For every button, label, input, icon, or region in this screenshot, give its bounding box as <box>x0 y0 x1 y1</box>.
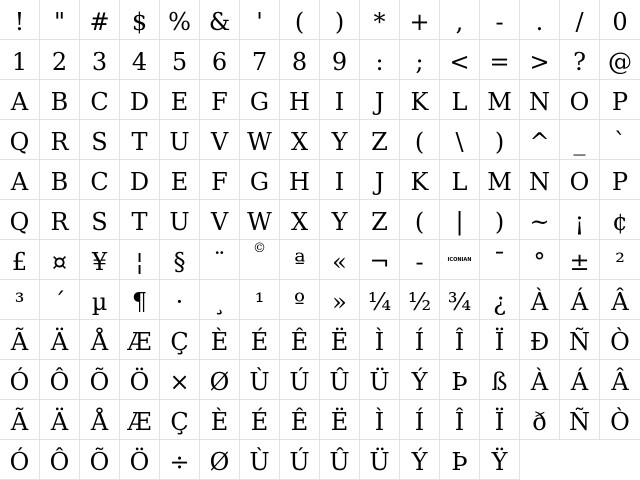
glyph-cell[interactable]: H <box>280 80 320 120</box>
glyph-cell[interactable]: Û <box>320 360 360 400</box>
glyph-cell[interactable]: Ï <box>480 400 520 440</box>
glyph-cell[interactable]: ¢ <box>600 200 640 240</box>
glyph-cell[interactable]: X <box>280 200 320 240</box>
glyph-cell[interactable]: » <box>320 280 360 320</box>
glyph-cell[interactable]: Ï <box>480 320 520 360</box>
glyph-cell[interactable]: ¿ <box>480 280 520 320</box>
charmap-row <box>0 320 640 360</box>
glyph-cell[interactable]: U <box>160 200 200 240</box>
glyph-cell[interactable]: S <box>80 200 120 240</box>
glyph-cell[interactable]: Q <box>0 120 40 160</box>
glyph-cell[interactable]: ( <box>280 0 320 40</box>
glyph-cell[interactable]: Ü <box>360 360 400 400</box>
glyph-cell[interactable]: \ <box>440 120 480 160</box>
glyph-cell[interactable]: É <box>240 320 280 360</box>
glyph-cell[interactable]: ` <box>600 120 640 160</box>
glyph-cell[interactable]: ¦ <box>120 240 160 280</box>
glyph-cell[interactable]: < <box>440 40 480 80</box>
brand-glyph-cell[interactable]: ICONIAN <box>440 240 480 280</box>
glyph-cell[interactable]: Á <box>560 360 600 400</box>
glyph-cell[interactable]: . <box>520 0 560 40</box>
glyph-cell[interactable]: ¬ <box>360 240 400 280</box>
glyph-cell[interactable]: ) <box>480 120 520 160</box>
charmap-row <box>0 360 640 400</box>
glyph-cell[interactable]: È <box>200 320 240 360</box>
glyph-cell[interactable]: Z <box>360 200 400 240</box>
glyph-cell[interactable]: ´ <box>40 280 80 320</box>
glyph-cell[interactable]: 2 <box>40 40 80 80</box>
glyph-cell[interactable]: ³ <box>0 280 40 320</box>
glyph-cell[interactable]: N <box>520 160 560 200</box>
glyph-cell[interactable]: $ <box>120 0 160 40</box>
glyph-cell[interactable]: R <box>40 120 80 160</box>
glyph-cell[interactable]: Ø <box>200 360 240 400</box>
glyph-cell[interactable]: J <box>360 80 400 120</box>
glyph-cell[interactable]: Ç <box>160 400 200 440</box>
glyph-cell[interactable]: _ <box>560 120 600 160</box>
glyph-cell[interactable]: Þ <box>440 440 480 480</box>
glyph-cell[interactable]: # <box>80 0 120 40</box>
glyph-cell[interactable]: ° <box>520 240 560 280</box>
glyph-cell[interactable]: Í <box>400 320 440 360</box>
glyph-cell[interactable]: º <box>280 280 320 320</box>
glyph-cell[interactable]: Á <box>560 280 600 320</box>
glyph-cell[interactable]: © <box>240 240 280 280</box>
glyph-cell[interactable]: 4 <box>120 40 160 80</box>
glyph-cell[interactable]: Î <box>440 400 480 440</box>
glyph-cell[interactable]: ð <box>520 400 560 440</box>
charmap-row <box>0 440 640 480</box>
glyph-cell[interactable]: | <box>440 200 480 240</box>
glyph-cell[interactable]: È <box>200 400 240 440</box>
glyph-cell[interactable]: Û <box>320 440 360 480</box>
glyph-cell[interactable]: Þ <box>440 360 480 400</box>
glyph-cell[interactable]: W <box>240 200 280 240</box>
glyph-cell[interactable]: & <box>200 0 240 40</box>
glyph-cell[interactable]: = <box>480 40 520 80</box>
glyph-cell[interactable]: Ò <box>600 320 640 360</box>
glyph-cell[interactable]: Æ <box>120 400 160 440</box>
glyph-cell[interactable]: T <box>120 200 160 240</box>
glyph-cell[interactable]: Ó <box>0 360 40 400</box>
glyph-cell[interactable]: Ë <box>320 400 360 440</box>
glyph-cell[interactable]: Q <box>0 200 40 240</box>
glyph-cell[interactable]: Ì <box>360 400 400 440</box>
glyph-cell[interactable]: ± <box>560 240 600 280</box>
glyph-cell[interactable]: B <box>40 80 80 120</box>
glyph-cell[interactable]: Â <box>600 280 640 320</box>
glyph-cell[interactable]: ~ <box>520 200 560 240</box>
glyph-cell[interactable]: K <box>400 80 440 120</box>
charmap-row <box>0 280 640 320</box>
glyph-cell[interactable]: M <box>480 80 520 120</box>
glyph-cell[interactable]: % <box>160 0 200 40</box>
glyph-cell[interactable]: 9 <box>320 40 360 80</box>
glyph-cell[interactable]: Ä <box>40 400 80 440</box>
glyph-cell[interactable]: ( <box>400 200 440 240</box>
charmap-row <box>0 40 640 80</box>
glyph-cell[interactable]: Ò <box>600 400 640 440</box>
glyph-cell[interactable]: P <box>600 160 640 200</box>
glyph-cell[interactable]: Y <box>320 200 360 240</box>
glyph-cell[interactable]: , <box>440 0 480 40</box>
glyph-cell[interactable]: Ô <box>40 440 80 480</box>
glyph-cell[interactable]: P <box>600 80 640 120</box>
glyph-cell[interactable]: Ì <box>360 320 400 360</box>
glyph-cell[interactable]: Ê <box>280 400 320 440</box>
glyph-cell[interactable]: F <box>200 160 240 200</box>
glyph-cell[interactable]: V <box>200 120 240 160</box>
glyph-cell[interactable]: Ñ <box>560 400 600 440</box>
glyph-cell[interactable]: Ù <box>240 360 280 400</box>
glyph-cell[interactable]: 8 <box>280 40 320 80</box>
glyph-cell[interactable]: V <box>200 200 240 240</box>
glyph-cell[interactable]: / <box>560 0 600 40</box>
glyph-cell[interactable]: Õ <box>80 440 120 480</box>
glyph-cell[interactable]: £ <box>0 240 40 280</box>
glyph-cell[interactable]: + <box>400 0 440 40</box>
glyph-cell[interactable]: Ö <box>120 440 160 480</box>
glyph-cell[interactable]: Ó <box>0 440 40 480</box>
glyph-cell[interactable]: I <box>320 160 360 200</box>
glyph-cell[interactable]: ÷ <box>160 440 200 480</box>
glyph-cell[interactable]: Å <box>80 400 120 440</box>
glyph-cell[interactable]: 6 <box>200 40 240 80</box>
glyph-cell[interactable]: À <box>520 280 560 320</box>
glyph-cell[interactable]: × <box>160 360 200 400</box>
glyph-cell[interactable]: D <box>120 160 160 200</box>
glyph-cell[interactable]: Ç <box>160 320 200 360</box>
glyph-cell[interactable]: Ÿ <box>480 440 520 480</box>
glyph-cell[interactable]: Î <box>440 320 480 360</box>
glyph-cell[interactable]: K <box>400 160 440 200</box>
glyph-cell[interactable]: ª <box>280 240 320 280</box>
glyph-cell[interactable]: Ã <box>0 320 40 360</box>
glyph-cell[interactable]: ! <box>0 0 40 40</box>
glyph-cell[interactable]: C <box>80 160 120 200</box>
glyph-cell[interactable]: E <box>160 80 200 120</box>
charmap-row <box>0 200 640 240</box>
glyph-cell[interactable]: ¨ <box>200 240 240 280</box>
glyph-cell[interactable]: : <box>360 40 400 80</box>
glyph-cell[interactable]: > <box>520 40 560 80</box>
glyph-cell[interactable]: ¤ <box>40 240 80 280</box>
glyph-cell[interactable]: Ø <box>200 440 240 480</box>
glyph-cell[interactable]: G <box>240 80 280 120</box>
glyph-cell[interactable]: ) <box>320 0 360 40</box>
glyph-cell[interactable]: - <box>480 0 520 40</box>
glyph-cell[interactable]: µ <box>80 280 120 320</box>
glyph-cell[interactable]: ¡ <box>560 200 600 240</box>
glyph-cell[interactable]: X <box>280 120 320 160</box>
charmap-row <box>0 80 640 120</box>
glyph-cell[interactable]: B <box>40 160 80 200</box>
glyph-cell[interactable]: ¥ <box>80 240 120 280</box>
glyph-cell[interactable]: I <box>320 80 360 120</box>
glyph-cell[interactable]: N <box>520 80 560 120</box>
glyph-cell[interactable]: Ê <box>280 320 320 360</box>
glyph-cell[interactable]: Ñ <box>560 320 600 360</box>
glyph-cell[interactable]: É <box>240 400 280 440</box>
glyph-cell[interactable]: O <box>560 160 600 200</box>
glyph-cell[interactable]: J <box>360 160 400 200</box>
charmap-row <box>0 120 640 160</box>
glyph-cell[interactable]: M <box>480 160 520 200</box>
glyph-cell[interactable]: ' <box>240 0 280 40</box>
glyph-cell[interactable]: Ý <box>400 440 440 480</box>
glyph-cell[interactable]: Å <box>80 320 120 360</box>
glyph-cell[interactable]: Ú <box>280 360 320 400</box>
charmap-row <box>0 160 640 200</box>
glyph-cell[interactable]: Ý <box>400 360 440 400</box>
glyph-cell[interactable]: U <box>160 120 200 160</box>
glyph-cell[interactable]: Â <box>600 360 640 400</box>
glyph-cell[interactable]: @ <box>600 40 640 80</box>
glyph-cell[interactable]: ¶ <box>120 280 160 320</box>
glyph-cell[interactable]: E <box>160 160 200 200</box>
glyph-cell[interactable]: 0 <box>600 0 640 40</box>
glyph-cell[interactable]: C <box>80 80 120 120</box>
glyph-cell[interactable]: 7 <box>240 40 280 80</box>
glyph-cell[interactable]: D <box>120 80 160 120</box>
glyph-cell[interactable]: S <box>80 120 120 160</box>
glyph-cell[interactable]: A <box>0 160 40 200</box>
glyph-cell[interactable]: Ù <box>240 440 280 480</box>
glyph-cell[interactable]: ^ <box>520 120 560 160</box>
glyph-cell[interactable]: W <box>240 120 280 160</box>
glyph-cell[interactable]: F <box>200 80 240 120</box>
glyph-cell[interactable]: Æ <box>120 320 160 360</box>
glyph-cell[interactable]: · <box>160 280 200 320</box>
glyph-cell[interactable]: L <box>440 160 480 200</box>
glyph-cell[interactable]: ½ <box>400 280 440 320</box>
glyph-cell[interactable]: À <box>520 360 560 400</box>
glyph-cell[interactable]: L <box>440 80 480 120</box>
charmap-row <box>0 0 640 40</box>
glyph-cell[interactable]: ¯ <box>480 240 520 280</box>
glyph-cell[interactable]: ¹ <box>240 280 280 320</box>
glyph-cell[interactable]: ¾ <box>440 280 480 320</box>
glyph-cell[interactable]: ß <box>480 360 520 400</box>
glyph-cell[interactable]: 5 <box>160 40 200 80</box>
glyph-cell[interactable]: Ü <box>360 440 400 480</box>
glyph-cell[interactable]: ² <box>600 240 640 280</box>
glyph-cell[interactable]: Z <box>360 120 400 160</box>
glyph-cell[interactable]: * <box>360 0 400 40</box>
glyph-cell[interactable]: G <box>240 160 280 200</box>
glyph-cell[interactable]: T <box>120 120 160 160</box>
glyph-cell[interactable]: ( <box>400 120 440 160</box>
glyph-cell[interactable]: Ä <box>40 320 80 360</box>
glyph-cell[interactable]: Ö <box>120 360 160 400</box>
glyph-cell[interactable]: A <box>0 80 40 120</box>
charmap-row <box>0 240 640 280</box>
glyph-cell[interactable]: ) <box>480 200 520 240</box>
glyph-cell[interactable]: Ë <box>320 320 360 360</box>
glyph-cell[interactable]: Ã <box>0 400 40 440</box>
glyph-cell[interactable]: Í <box>400 400 440 440</box>
glyph-cell[interactable]: ¸ <box>200 280 240 320</box>
glyph-cell[interactable]: Õ <box>80 360 120 400</box>
glyph-cell[interactable]: ; <box>400 40 440 80</box>
glyph-cell[interactable]: « <box>320 240 360 280</box>
glyph-cell[interactable]: 1 <box>0 40 40 80</box>
charmap-row <box>0 400 640 440</box>
glyph-cell[interactable]: ¼ <box>360 280 400 320</box>
glyph-cell[interactable]: Ð <box>520 320 560 360</box>
glyph-cell[interactable]: § <box>160 240 200 280</box>
glyph-cell[interactable]: R <box>40 200 80 240</box>
glyph-cell[interactable]: 3 <box>80 40 120 80</box>
glyph-cell[interactable]: H <box>280 160 320 200</box>
glyph-cell[interactable]: " <box>40 0 80 40</box>
glyph-cell[interactable]: Ú <box>280 440 320 480</box>
glyph-cell[interactable]: Ô <box>40 360 80 400</box>
glyph-cell[interactable]: O <box>560 80 600 120</box>
glyph-cell[interactable]: - <box>400 240 440 280</box>
glyph-cell[interactable]: Y <box>320 120 360 160</box>
glyph-cell[interactable]: ? <box>560 40 600 80</box>
